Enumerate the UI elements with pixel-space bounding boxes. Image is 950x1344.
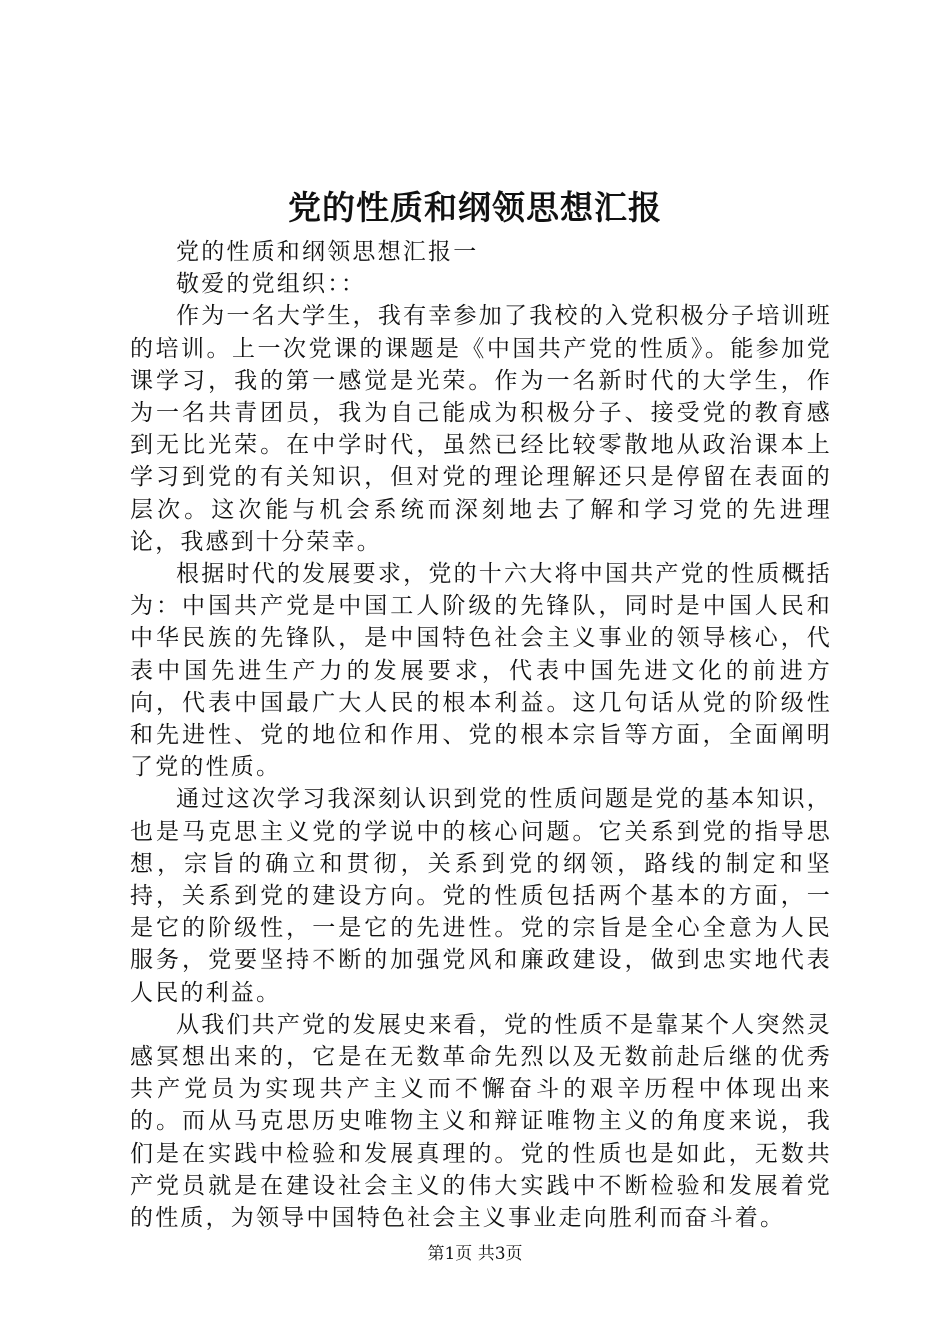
paragraph: 从我们共产党的发展史来看，党的性质不是靠某个人突然灵感冥想出来的，它是在无数革命先烈以及无数前赴后继的优秀共产党员为实现共产主义而不懈奋斗的艰辛历程中体现出来的。而从马克思历史唯物主义和辩证唯物主义的角度来说，我们是在实践中检验和发展真理的。党的性质也是如此，无数共产党员就是在建设社会主义的伟大实践中不断检验和发展着党的性质，为领导中国特色社会主义事业走向胜利而奋斗着。 [130,1011,832,1232]
page-footer: 第1页 共3页 [427,1244,523,1264]
paragraph-subtitle: 党的性质和纲领思想汇报一 [176,239,479,265]
paragraph: 根据时代的发展要求，党的十六大将中国共产党的性质概括为：中国共产党是中国工人阶级的先锋队，同时是中国人民和中华民族的先锋队，是中国特色社会主义事业的领导核心，代表中国先进生产力的发展要求，代表中国先进文化的前进方向，代表中国最广大人民的根本利益。这几句话从党的阶级性和先进性、党的地位和作用、党的根本宗旨等方面，全面阐明了党的性质。 [130,561,832,781]
paragraph: 通过这次学习我深刻认识到党的性质问题是党的基本知识，也是马克思主义党的学说中的核心问题。它关系到党的指导思想，宗旨的确立和贯彻，关系到党的纲领，路线的制定和坚持，关系到党的建设方向。党的性质包括两个基本的方面，一是它的阶级性，一是它的先进性。党的宗旨是全心全意为人民服务，党要坚持不断的加强党风和廉政建设，做到忠实地代表人民的利益。 [130,786,832,1006]
paragraph-salutation: 敬爱的党组织：： [176,271,367,298]
document-body [130,236,832,1234]
document-title: 党的性质和纲领思想汇报 [288,188,662,227]
paragraph: 作为一名大学生，我有幸参加了我校的入党积极分子培训班的培训。上一次党课的课题是《中国共产党的性质》。能参加党课学习，我的第一感觉是光荣。作为一名新时代的大学生，作为一名共青团员，我为自己能成为积极分子、接受党的教育感到无比光荣。在中学时代，虽然已经比较零散地从政治课本上学习到党的有关知识，但对党的理论理解还只是停留在表面的层次。这次能与机会系统而深刻地去了解和学习党的先进理论，我感到十分荣幸。 [130,303,832,555]
